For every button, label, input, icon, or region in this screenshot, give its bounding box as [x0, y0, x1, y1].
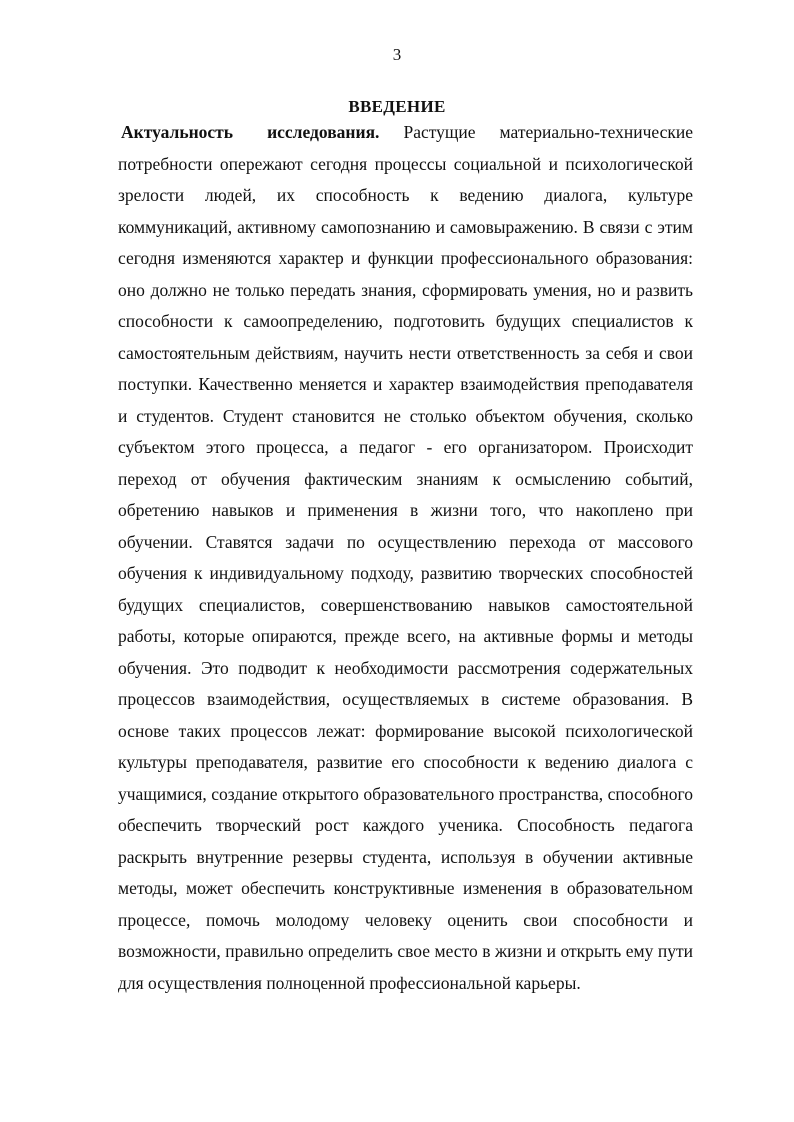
intro-paragraph — [118, 117, 693, 999]
lead-label: Актуальность исследования. — [121, 122, 380, 142]
page-number: 3 — [392, 45, 402, 64]
paragraph-text: Растущие материально-технические потребности опережают сегодня процессы социальной и психологической зрелости людей, их способность к ведению диалога, культуре коммуникаций, активному самопознанию и самовыражению. В связи с этим сегодня изменяются характер и функции профессионального образования: оно должно не только передать знания, сформировать умения, но и развить способности к самоопределению, подготовить будущих специалистов к самостоятельным действиям, научить нести ответственность за себя и свои поступки. Качественно меняется и характер взаимодействия преподавателя и студентов. Студент становится не столько объектом обучения, сколько субъектом этого процесса, а педагог - его организатором. Происходит переход от обучения фактическим знаниям к осмыслению событий, обретению навыков и применения в жизни того, что накоплено при обучении. Ставятся задачи по осуществлению перехода от массового обучения к индивидуальному подходу, развитию творческих способностей будущих специалистов, совершенствованию навыков самостоятельной работы, которые опираются, прежде всего, на активные формы и методы обучения. Это подводит к необходимости рассмотрения содержательных процессов взаимодействия, осуществляемых в системе образования. В основе таких процессов лежат: формирование высокой психологической культуры преподавателя, развитие его способности к ведению диалога с учащимися, создание открытого образовательного пространства, способного обеспечить творческий рост каждого ученика. Способность педагога раскрыть внутренние резервы студента, используя в обучении активные методы, может обеспечить конструктивные изменения в образовательном процессе, помочь молодому человеку оценить свои способности и возможности, правильно определить свое место в жизни и открыть ему пути для осуществления полноценной профессиональной карьеры. — [118, 122, 693, 993]
section-heading: ВВЕДЕНИЕ — [348, 97, 446, 116]
